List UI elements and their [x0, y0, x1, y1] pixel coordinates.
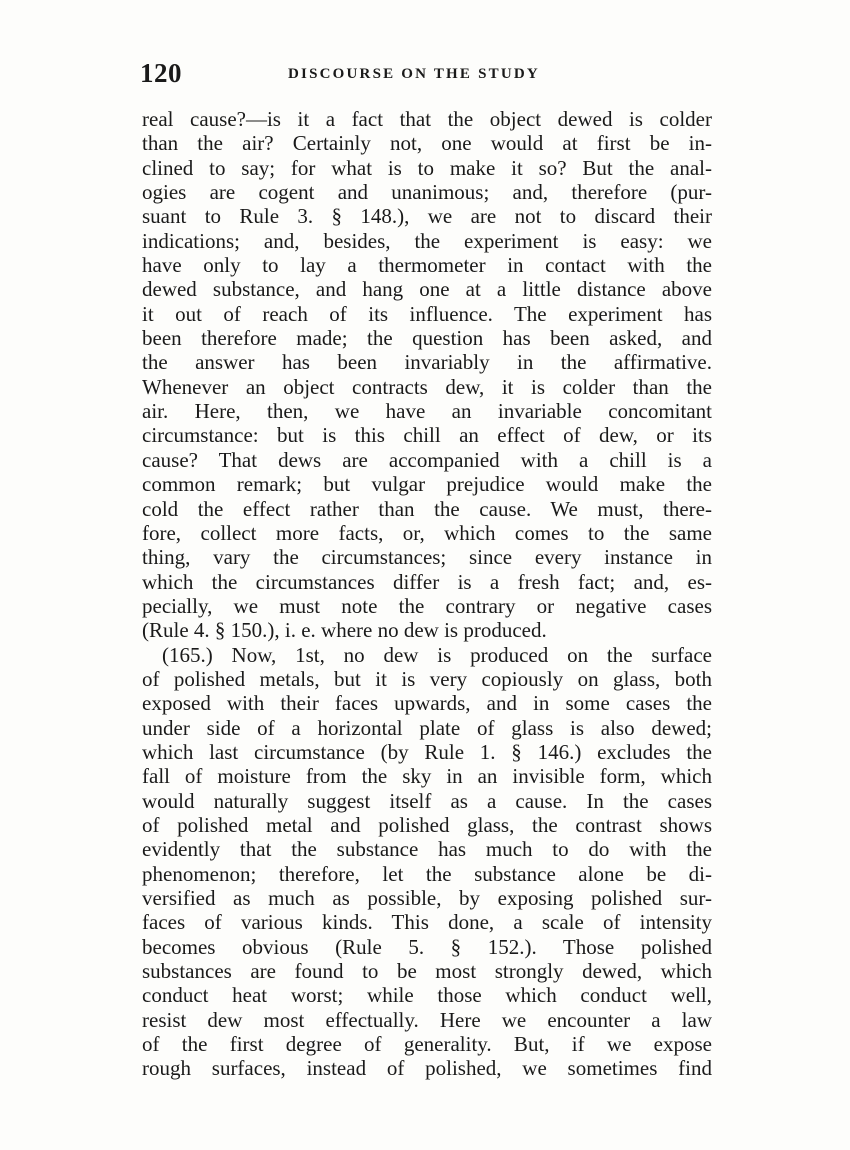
- text-line: faces of various kinds. This done, a scale of intensity: [142, 910, 712, 935]
- text-line: of polished metal and polished glass, the contrast shows: [142, 812, 712, 837]
- text-line: which the circumstances differ is a fresh fact; and, es-: [142, 569, 712, 594]
- text-line: under side of a horizontal plate of glass is also dewed;: [142, 715, 712, 740]
- text-line: Whenever an object contracts dew, it is colder than the: [142, 374, 712, 399]
- text-line: circumstance: but is this chill an effect of dew, or its: [142, 423, 712, 448]
- text-line: cause? That dews are accompanied with a chill is a: [142, 447, 712, 472]
- text-line: substances are found to be most strongly dewed, which: [142, 959, 712, 984]
- text-line: pecially, we must note the contrary or negative cases: [142, 593, 712, 618]
- text-line: would naturally suggest itself as a cause. In the cases: [142, 788, 712, 813]
- text-line: indications; and, besides, the experiment is easy: we: [142, 228, 712, 253]
- body-text: [142, 107, 712, 1081]
- page-number: 120: [140, 58, 182, 88]
- text-line: conduct heat worst; while those which conduct well,: [142, 983, 712, 1008]
- text-line: rough surfaces, instead of polished, we sometimes find: [142, 1056, 712, 1081]
- paragraph-start-line: (165.) Now, 1st, no dew is produced on the surface: [162, 642, 712, 667]
- text-line: been therefore made; the question has been asked, and: [142, 326, 712, 351]
- text-line: common remark; but vulgar prejudice would make the: [142, 472, 712, 497]
- page-header: [140, 58, 710, 92]
- text-line: the answer has been invariably in the affirmative.: [142, 350, 712, 375]
- text-line: clined to say; for what is to make it so? But the anal-: [142, 155, 712, 180]
- text-line: resist dew most effectually. Here we encounter a law: [142, 1007, 712, 1032]
- text-line: of polished metals, but it is very copiously on glass, both: [142, 666, 712, 691]
- text-line: have only to lay a thermometer in contact with the: [142, 253, 712, 278]
- text-line: of the first degree of generality. But, if we expose: [142, 1032, 712, 1057]
- text-line: ogies are cogent and unanimous; and, therefore (pur-: [142, 180, 712, 205]
- text-line: versified as much as possible, by exposing polished sur-: [142, 886, 712, 910]
- text-line: real cause?—is it a fact that the object dewed is colder: [142, 107, 712, 131]
- text-line: which last circumstance (by Rule 1. § 146.) excludes the: [142, 739, 712, 764]
- text-line: evidently that the substance has much to do with the: [142, 837, 712, 862]
- running-head: DISCOURSE ON THE STUDY: [288, 66, 540, 82]
- text-line: air. Here, then, we have an invariable concomitant: [142, 399, 712, 424]
- text-line: (Rule 4. § 150.), i. e. where no dew is produced.: [142, 618, 547, 643]
- text-line: phenomenon; therefore, let the substance alone be di-: [142, 861, 712, 886]
- text-line: fore, collect more facts, or, which comes to the same: [142, 520, 712, 545]
- text-line: it out of reach of its influence. The experiment has: [142, 301, 712, 326]
- text-line: fall of moisture from the sky in an invisible form, which: [142, 764, 712, 789]
- text-line: becomes obvious (Rule 5. § 152.). Those polished: [142, 934, 712, 959]
- text-line: than the air? Certainly not, one would at first be in-: [142, 131, 712, 156]
- text-line: thing, vary the circumstances; since every instance in: [142, 545, 712, 570]
- text-line: exposed with their faces upwards, and in some cases the: [142, 691, 712, 716]
- text-line: dewed substance, and hang one at a little distance above: [142, 277, 712, 302]
- text-line: cold the effect rather than the cause. We must, there-: [142, 496, 712, 521]
- text-line: suant to Rule 3. § 148.), we are not to discard their: [142, 204, 712, 229]
